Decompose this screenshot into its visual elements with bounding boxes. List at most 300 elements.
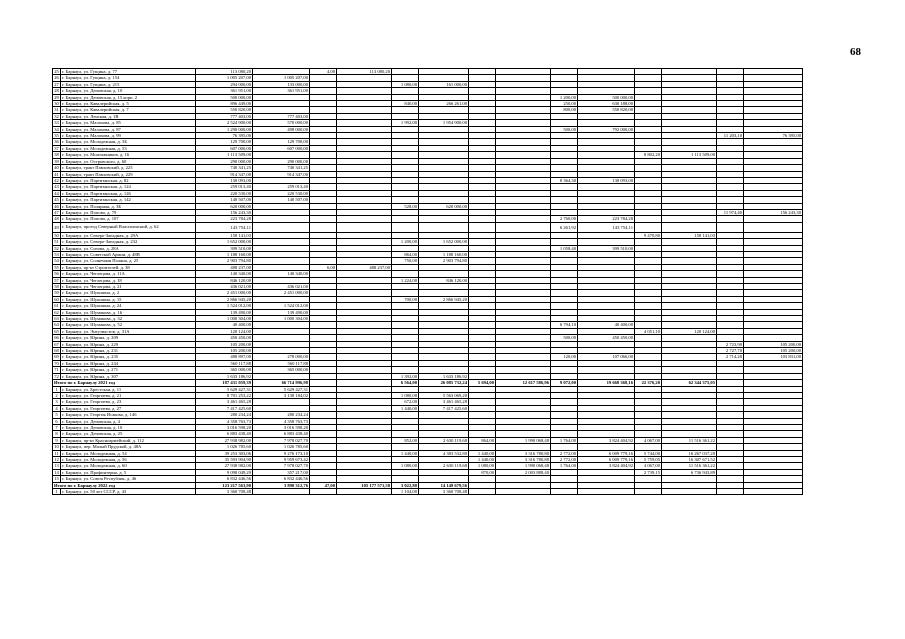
address-cell: г. Барнаул, тракт Павловский, д. 229	[61, 171, 196, 177]
cost-cell: 3 824 404,92	[578, 463, 635, 469]
cost-cell: 488 237,00	[337, 264, 392, 270]
cost-cell: 156 243,30	[744, 209, 803, 215]
address-cell: г. Барнаул, ул. Полярная, д. 3Б	[61, 203, 196, 209]
row-number: 70	[54, 360, 59, 366]
qty-cell: 700,00	[392, 296, 419, 302]
total-cost-cell: 223 784,28	[196, 216, 253, 222]
total-cost-cell: 290 000,00	[196, 158, 253, 164]
row-number: 71	[54, 367, 59, 373]
address-cell: г. Барнаул, ул. Молодежная, д. 54	[61, 450, 196, 456]
row-number: 4	[53, 405, 61, 411]
cost-cell: 103 831,00	[744, 354, 803, 360]
total-cost-cell: 280 234,24	[196, 412, 253, 418]
cost-cell: 846 120,00	[419, 277, 469, 283]
total-cost-cell: 140 507,00	[196, 197, 253, 203]
qty-cell: 11 203,10	[717, 133, 744, 139]
qty-cell: 840,00	[392, 101, 419, 107]
qty-cell: 1 440,00	[392, 405, 419, 411]
row-number: 3	[53, 399, 61, 405]
address-cell: г. Барнаул, ул. Чеглецова, д. 21	[61, 284, 196, 290]
row-number: 33	[54, 120, 59, 126]
row-number: 10	[54, 444, 59, 450]
cost-cell: 143 754,11	[578, 222, 635, 232]
cost-cell: 399 510,00	[578, 245, 635, 251]
total-cost-cell: 105 200,00	[196, 348, 253, 354]
address-cell: г. Барнаул, ул. Шумакова, д. 52	[61, 322, 196, 328]
row-number: 69	[54, 354, 59, 360]
cost-cell: 6 009 779,16	[578, 450, 635, 456]
cost-cell	[744, 222, 803, 232]
row-number: 29	[54, 94, 59, 100]
total-cost-cell: 1 188 160,00	[196, 251, 253, 257]
total-cost-cell: 1 113 509,00	[196, 152, 253, 158]
cost-cell: 62 344 375,05	[662, 380, 717, 386]
address-cell: г. Барнаул, ул. Юрина, д. 244	[61, 360, 196, 366]
address-cell: г. Барнаул, ул. Деповская, д. 15 корп. 2	[61, 94, 196, 100]
row-number: 46	[54, 203, 59, 209]
table-row	[53, 222, 883, 232]
cost-cell: 140 340,00	[253, 271, 310, 277]
cost-cell: 7 417 425,60	[419, 405, 469, 411]
qty-cell: 120,00	[551, 354, 578, 360]
total-cost-cell: 140 340,00	[196, 271, 253, 277]
cost-cell: 1 633 186,92	[419, 373, 469, 379]
address-cell: г. Барнаул, ул. Юрина, д. 229	[61, 341, 196, 347]
cost-cell: 223 784,28	[578, 216, 635, 222]
cost-cell: 9 959 673,42	[253, 456, 310, 462]
cost-cell: 290 000,00	[253, 158, 310, 164]
address-cell: г. Барнаул, ул. Деповская, д. 4	[61, 418, 196, 424]
total-cost-cell: 105 200,00	[196, 341, 253, 347]
cost-cell: 1 188 160,00	[419, 251, 469, 257]
cost-cell: 130 093,00	[578, 177, 635, 183]
total-cost-cell: 488 237,00	[196, 264, 253, 270]
qty-cell: 2 772,00	[551, 450, 578, 456]
row-number: 53	[54, 251, 59, 257]
cost-cell: 1 652 000,00	[419, 239, 469, 245]
qty-cell: 1 392,00	[392, 373, 419, 379]
row-number: 56	[54, 271, 59, 277]
cost-cell: 1 026 785,60	[253, 444, 310, 450]
cost-cell: 550 820,00	[578, 107, 635, 113]
address-cell: г. Барнаул, ул. Малахова, д. 99	[61, 133, 196, 139]
row-number: 1	[53, 386, 61, 392]
qty-cell: 6 261,92	[551, 222, 578, 232]
total-cost-cell: 896 449,00	[196, 101, 253, 107]
total-cost-cell: 113 080,20	[196, 69, 253, 75]
qty-cell: 800,00	[551, 107, 578, 113]
cost-cell: 2 630 119,68	[419, 437, 469, 443]
cost-cell: 6 736 943,89	[662, 469, 717, 475]
qty-cell	[310, 222, 337, 232]
address-cell: г. Барнаул, пр-кт Красноармейский, д. 112	[61, 437, 196, 443]
qty-cell: 1 764,00	[551, 463, 578, 469]
qty-cell: 5 694,00	[469, 380, 496, 386]
page-number: 68	[850, 46, 861, 58]
row-number: 15	[54, 476, 59, 482]
address-cell: г. Барнаул, пер. Малый Прудской, д. 48А	[61, 444, 196, 450]
qty-cell: 1 440,00	[469, 456, 496, 462]
total-cost-cell: 2 866 945,20	[196, 296, 253, 302]
cost-cell: 570 000,00	[253, 120, 310, 126]
cost-cell: 436 021,00	[253, 284, 310, 290]
row-number: 34	[54, 126, 59, 132]
cost-cell: 792 000,00	[578, 126, 635, 132]
address-cell: г. Барнаул, ул. Кавалерийская, д. 7	[61, 107, 196, 113]
cost-cell: 105 177 571,58	[337, 482, 392, 488]
row-number: 14	[54, 469, 59, 475]
qty-cell: 1 764,00	[551, 437, 578, 443]
address-cell: г. Барнаул, ул. Попова, д. 107	[61, 216, 196, 222]
total-cost-cell: 4 358 763,73	[196, 418, 253, 424]
row-number: 66	[54, 335, 59, 341]
total-cost-cell: 9 098 049,29	[196, 469, 253, 475]
row-number: 42	[54, 177, 59, 183]
address-cell: г. Барнаул, ул. Деповская, д. 10	[61, 88, 196, 94]
address-cell: г. Барнаул, ул. Малахова, д. 87	[61, 126, 196, 132]
cost-cell: 2 903 794,80	[419, 258, 469, 264]
cost-cell: 630 188,00	[578, 101, 635, 107]
address-cell: г. Барнаул, ул. Чеглецова, д. 18	[61, 277, 196, 283]
row-number: 41	[54, 171, 59, 177]
row-number: 30	[54, 101, 59, 107]
cost-cell: 220 530,00	[253, 190, 310, 196]
row-number: 60	[54, 296, 59, 302]
cost-cell	[337, 222, 392, 232]
total-cost-cell: 6 883 438,40	[196, 431, 253, 437]
address-cell: г. Барнаул, ул. Гущина, д. 154	[61, 75, 196, 81]
address-cell: г. Барнаул, ул. Островского, д. 60	[61, 158, 196, 164]
total-cost-cell: 35 593 904,90	[196, 456, 253, 462]
qty-cell	[551, 489, 578, 495]
cost-cell	[496, 489, 551, 495]
address-cell: г. Барнаул, ул. Деповская, д. 25	[61, 431, 196, 437]
total-cost-cell: 607 000,00	[196, 145, 253, 151]
address-cell: Итого по г. Барнаулу 2022 год	[53, 482, 196, 488]
cost-cell: 6 832 446,56	[253, 476, 310, 482]
cost-cell: 259 013,40	[253, 184, 310, 190]
qty-cell: 864,00	[469, 437, 496, 443]
row-number: 72	[54, 373, 59, 379]
cost-cell: 2 003 888,40	[496, 469, 551, 475]
address-cell: г. Барнаул, ул. Шукшина, д. 2	[61, 290, 196, 296]
address-cell: г. Барнаул, ул. Шумакова, д. 32	[61, 316, 196, 322]
row-number: 64	[54, 322, 59, 328]
total-cost-cell: 3 360 708,48	[196, 489, 253, 495]
address-cell: г. Барнаул, ул. Северо-Западная, д. 232	[61, 239, 196, 245]
row-number: 13	[54, 463, 59, 469]
row-number: 25	[54, 69, 59, 74]
cost-cell: 105 200,00	[744, 341, 803, 347]
cost-cell: 3 138 184,02	[253, 392, 310, 398]
total-cost-cell: 143 754,11	[196, 222, 253, 232]
cost-cell	[337, 489, 392, 495]
qty-cell: 4 067,00	[635, 437, 662, 443]
cost-cell: 16 267 037,20	[662, 450, 717, 456]
total-cost-cell: 5 629 427,31	[196, 386, 253, 392]
total-cost-cell: 1 000 304,00	[196, 316, 253, 322]
cost-cell: 5 563 069,20	[419, 392, 469, 398]
total-cost-cell: 1 005 207,00	[196, 75, 253, 81]
qty-cell: 1 440,00	[392, 450, 419, 456]
total-cost-cell: 2 451 000,00	[196, 290, 253, 296]
cost-cell: 620 000,00	[419, 203, 469, 209]
address-cell: г. Барнаул, ул. Юрина, д. 271	[61, 367, 196, 373]
row-number: 35	[54, 133, 59, 139]
cost-cell: 2 630 119,68	[419, 463, 469, 469]
total-cost-cell: 1 633 186,92	[196, 373, 253, 379]
qty-cell: 4,00	[310, 69, 337, 75]
cost-cell: 133 000,00	[253, 81, 310, 87]
cost-cell: 9 276 173,10	[253, 450, 310, 456]
total-cost-cell: 846 120,00	[196, 277, 253, 283]
cost-cell: 16 307 671,52	[662, 456, 717, 462]
row-number: 65	[54, 328, 59, 334]
row-number: 11	[54, 450, 59, 456]
address-cell: г. Барнаул, ул. Профинтерна, д. 5	[61, 469, 196, 475]
total-cost-cell: 1 524 012,00	[196, 303, 253, 309]
cost-cell: 139 490,00	[253, 309, 310, 315]
cost-cell: 740 341,25	[253, 165, 310, 171]
total-cost-cell: 120 124,00	[196, 328, 253, 334]
address-cell: г. Барнаул, проезд Северный Власихинский, д. 62	[61, 222, 196, 232]
row-number: 1	[53, 489, 61, 495]
qty-cell: 500,00	[551, 126, 578, 132]
qty-cell: 6 794,10	[551, 322, 578, 328]
qty-cell: 2 727,70	[717, 348, 744, 354]
cost-cell: 76 395,00	[744, 133, 803, 139]
total-cost-cell: 436 021,00	[196, 284, 253, 290]
cost-cell: 6 009 779,16	[578, 456, 635, 462]
cost-cell: 607 000,00	[253, 145, 310, 151]
qty-cell: 1 104,00	[392, 489, 419, 495]
qty-cell: 2 760,00	[551, 216, 578, 222]
row-number: 6	[53, 418, 61, 424]
cost-cell: 357 217,00	[253, 469, 310, 475]
qty-cell: 870,00	[469, 469, 496, 475]
cost-cell: 40 400,00	[578, 322, 635, 328]
qty-cell: 5 744,00	[635, 450, 662, 456]
table-row	[53, 489, 883, 495]
row-number: 36	[54, 139, 59, 145]
cost-cell: 1 000 304,00	[253, 316, 310, 322]
qty-cell: 1 058,40	[551, 245, 578, 251]
cost-cell: 2 866 945,20	[419, 296, 469, 302]
cost-cell	[419, 222, 469, 232]
qty-cell	[310, 489, 337, 495]
qty-cell: 528,00	[392, 203, 419, 209]
cost-cell: 107 066,00	[578, 354, 635, 360]
address-cell: г. Барнаул, ул. Малахова, д. 85	[61, 120, 196, 126]
total-cost-cell: 2 524 900,00	[196, 120, 253, 126]
address-cell: г. Барнаул, ул. Георгиева, д. 27	[61, 405, 196, 411]
cost-cell: 3 461 465,28	[419, 399, 469, 405]
qty-cell: 3 022,80	[392, 482, 419, 488]
cost-cell: 12 617 586,96	[496, 380, 551, 386]
total-cost-cell: 158 141,03	[196, 232, 253, 238]
total-cost-cell: 6 832 446,56	[196, 476, 253, 482]
total-cost-cell: 27 938 982,00	[196, 463, 253, 469]
qty-cell: 500,00	[551, 335, 578, 341]
row-number: 37	[54, 145, 59, 151]
total-cost-cell: 560 117,88	[196, 360, 253, 366]
total-cost-cell: 129 700,00	[196, 139, 253, 145]
cost-cell: 1 113 509,00	[662, 152, 717, 158]
cost-cell: 914 347,00	[253, 171, 310, 177]
row-number: 67	[54, 341, 59, 347]
row-number: 57	[54, 277, 59, 283]
total-cost-cell: 777 403,00	[196, 113, 253, 119]
qty-cell: 8 364,30	[551, 177, 578, 183]
qty-cell: 1 224,00	[392, 277, 419, 283]
cost-cell: 3 824 404,92	[578, 437, 635, 443]
cost-cell: 361 951,00	[253, 88, 310, 94]
cost-cell	[253, 222, 310, 232]
qty-cell: 2 723,90	[717, 341, 744, 347]
cost-cell: 11 516 361,22	[662, 437, 717, 443]
cost-cell: 26 085 732,24	[419, 380, 469, 386]
total-cost-cell: 40 400,00	[196, 322, 253, 328]
qty-cell: 6,00	[310, 264, 337, 270]
cost-cell: 66 714 996,98	[253, 380, 310, 386]
address-cell: г. Барнаул, ул. Георгиева, д. 21	[61, 392, 196, 398]
cost-cell: 450 450,00	[578, 335, 635, 341]
address-cell: г. Барнаул, ул. Сизова, д. 28А	[61, 245, 196, 251]
address-cell: г. Барнаул, ул. Партизанская, д. 124	[61, 184, 196, 190]
total-cost-cell: 361 951,00	[196, 88, 253, 94]
cost-cell: 1 954 900,00	[419, 120, 469, 126]
qty-cell: 11 974,40	[717, 209, 744, 215]
total-cost-cell: 450 450,00	[196, 335, 253, 341]
qty-cell: 4 067,00	[635, 463, 662, 469]
cost-cell: 6 883 438,40	[253, 431, 310, 437]
cost-cell: 158 141,03	[662, 232, 717, 238]
qty-cell: 1 080,00	[469, 463, 496, 469]
address-cell: г. Барнаул, ул. Брестская, д. 11	[61, 386, 196, 392]
qty-cell: 8 802,20	[635, 152, 662, 158]
cost-cell: 3 360 708,48	[419, 489, 469, 495]
qty-cell: 1 200,00	[551, 94, 578, 100]
cost-cell: 7 978 027,70	[253, 463, 310, 469]
total-cost-cell: 1 290 000,00	[196, 126, 253, 132]
cost-cell: 1 990 068,48	[496, 463, 551, 469]
cost-cell: 14 149 679,56	[419, 482, 469, 488]
cost-cell: 11 516 361,22	[662, 463, 717, 469]
row-number: 44	[54, 190, 59, 196]
qty-cell: 1 080,00	[392, 392, 419, 398]
row-number: 68	[54, 348, 59, 354]
row-number: 50	[54, 232, 59, 238]
cost-cell: 2 451 000,00	[253, 290, 310, 296]
row-number: 55	[54, 264, 59, 270]
cost-cell	[662, 222, 717, 232]
qty-cell: 6 564,00	[392, 380, 419, 386]
row-number: 45	[54, 197, 59, 203]
row-number: 8	[53, 431, 61, 437]
row-number: 54	[54, 258, 59, 264]
address-cell: г. Барнаул, ул. Георгиева, д. 23	[61, 399, 196, 405]
qty-cell: 9 470,80	[635, 232, 662, 238]
total-cost-cell: 550 820,00	[196, 107, 253, 113]
total-cost-cell: 294 000,00	[196, 81, 253, 87]
total-cost-cell: 1 652 000,00	[196, 239, 253, 245]
qty-cell	[469, 222, 496, 232]
qty-cell: 4 051,10	[635, 328, 662, 334]
address-cell: г. Барнаул, ул. Союза Республик, д. 46	[61, 476, 196, 482]
cost-cell: 500 000,00	[578, 94, 635, 100]
total-cost-cell: 259 013,40	[196, 184, 253, 190]
cost-cell: 560 117,88	[253, 360, 310, 366]
cost-cell: 5 629 427,31	[253, 386, 310, 392]
row-number: 52	[54, 245, 59, 251]
row-number: 26	[54, 75, 59, 81]
row-number: 58	[54, 284, 59, 289]
qty-cell: 5 759,05	[635, 456, 662, 462]
address-cell: г. Барнаул, ул. Молодежная, д. 53	[61, 145, 196, 151]
cost-cell: 365 000,00	[253, 367, 310, 373]
cost-cell: 777 403,00	[253, 113, 310, 119]
address-cell: г. Барнаул, ул. Шумакова, д. 16	[61, 309, 196, 315]
address-cell: г. Барнаул, ул. Юрина, д. 209	[61, 335, 196, 341]
cost-cell: 266 261,00	[419, 101, 469, 107]
total-cost-cell: 7 417 425,60	[196, 405, 253, 411]
row-number: 48	[54, 216, 59, 222]
total-cost-cell: 1 026 785,60	[196, 444, 253, 450]
row-number: 12	[54, 456, 59, 462]
cost-cell: 3 016 598,20	[253, 424, 310, 430]
total-cost-cell: 2 903 794,80	[196, 258, 253, 264]
qty-cell: 1 200,00	[392, 239, 419, 245]
total-cost-cell: 365 000,00	[196, 367, 253, 373]
qty-cell	[717, 222, 744, 232]
register-body	[53, 69, 883, 495]
total-cost-cell: 488 897,00	[196, 354, 253, 360]
qty-cell: 1 080,00	[392, 81, 419, 87]
total-cost-cell: 123 217 563,90	[196, 482, 253, 488]
address-cell: г. Барнаул, ул. Попова, д. 79	[61, 209, 196, 215]
cost-cell: 1 990 068,48	[496, 437, 551, 443]
total-cost-cell: 220 530,00	[196, 190, 253, 196]
row-number: 9	[53, 437, 61, 443]
address-cell: г. Барнаул, пр-кт Строителей, д. 38	[61, 264, 196, 270]
cost-cell: 1 005 207,00	[253, 75, 310, 81]
cost-cell: 120 124,00	[662, 328, 717, 334]
row-number: 51	[54, 239, 59, 245]
qty-cell: 750,00	[392, 258, 419, 264]
cost-cell	[578, 489, 635, 495]
cost-cell: 129 700,00	[253, 139, 310, 145]
address-cell: г. Барнаул, ул. Монтажников, д. 16	[61, 152, 196, 158]
row-number: 40	[54, 165, 59, 171]
address-cell: г. Барнаул, ул. Молодежная, д. 3Б	[61, 139, 196, 145]
total-cost-cell: 8 701 253,22	[196, 392, 253, 398]
address-cell: г. Барнаул, ул. Партизанская, д. 142	[61, 197, 196, 203]
total-cost-cell: 3 016 598,20	[196, 424, 253, 430]
address-cell: г. Барнаул, тракт Павловский, д. 225	[61, 165, 196, 171]
qty-cell: 2 772,00	[551, 456, 578, 462]
address-cell: г. Барнаул, ул. Гущина, д. 77	[61, 69, 196, 75]
qty-cell	[717, 489, 744, 495]
row-number: 43	[54, 184, 59, 190]
cost-cell: 280 234,24	[253, 412, 310, 418]
cost-cell: 105 200,00	[744, 348, 803, 354]
row-number: 61	[54, 303, 59, 309]
cost-cell: 113 080,20	[337, 69, 392, 75]
register-table	[52, 68, 883, 495]
row-number: 47	[54, 209, 59, 215]
cost-cell: 140 507,00	[253, 197, 310, 203]
address-cell: г. Барнаул, ул. Северо-Западная, д. 29А	[61, 232, 196, 238]
